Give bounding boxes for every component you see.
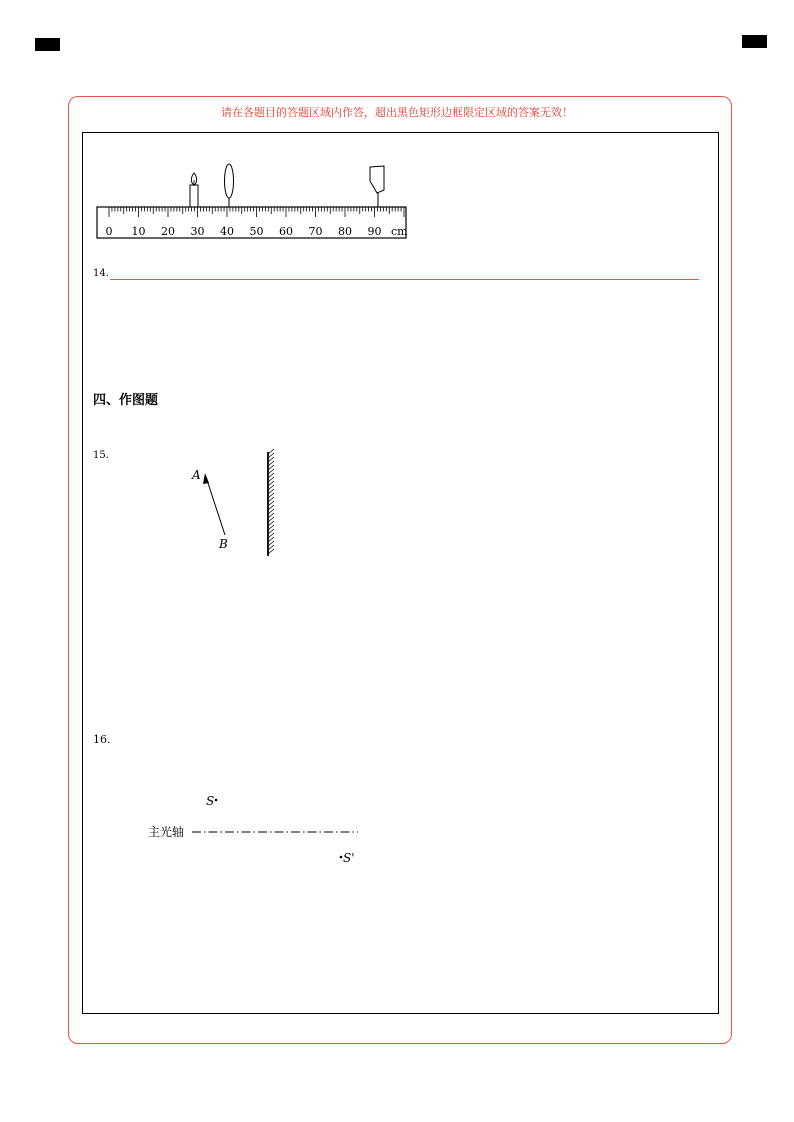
image-point-dot: [340, 856, 343, 859]
plane-mirror-icon: [268, 449, 274, 556]
ruler-label: 50: [249, 225, 264, 238]
question-15-number: 15.: [93, 450, 109, 461]
ruler-label: 10: [131, 225, 146, 238]
ruler-unit-label: cm: [391, 225, 408, 238]
point-a-label: A: [192, 468, 201, 482]
source-point-dot: [215, 799, 218, 802]
ruler-label: 80: [338, 225, 352, 238]
ruler-label: 40: [220, 225, 234, 238]
ruler-ticks: [109, 207, 404, 217]
light-screen-icon: [370, 166, 384, 207]
warning-text: 请在各题目的答题区域内作答，超出黑色矩形边框限定区域的答案无效！: [221, 106, 573, 119]
principal-axis-label: 主光轴: [148, 825, 185, 839]
question-16-number: 16.: [93, 733, 111, 746]
ruler-label: 0: [105, 225, 113, 238]
ruler-label: 20: [161, 225, 175, 238]
question-14-answer-line[interactable]: [110, 279, 699, 280]
point-b-label: B: [219, 537, 228, 551]
ruler-label: 90: [367, 225, 382, 238]
source-point-label: S: [206, 794, 215, 808]
convex-lens-icon: [225, 164, 234, 207]
ruler-label: 60: [279, 225, 293, 238]
ruler-labels: [106, 225, 382, 238]
ruler-label: 70: [308, 225, 323, 238]
candle-icon: [190, 173, 198, 207]
ruler-label: 30: [190, 225, 205, 238]
question-14-number: 14.: [93, 268, 109, 279]
section-4-title: 四、作图题: [93, 393, 159, 408]
ray-ab-arrow: [203, 473, 225, 535]
image-point-label: S': [343, 851, 355, 865]
